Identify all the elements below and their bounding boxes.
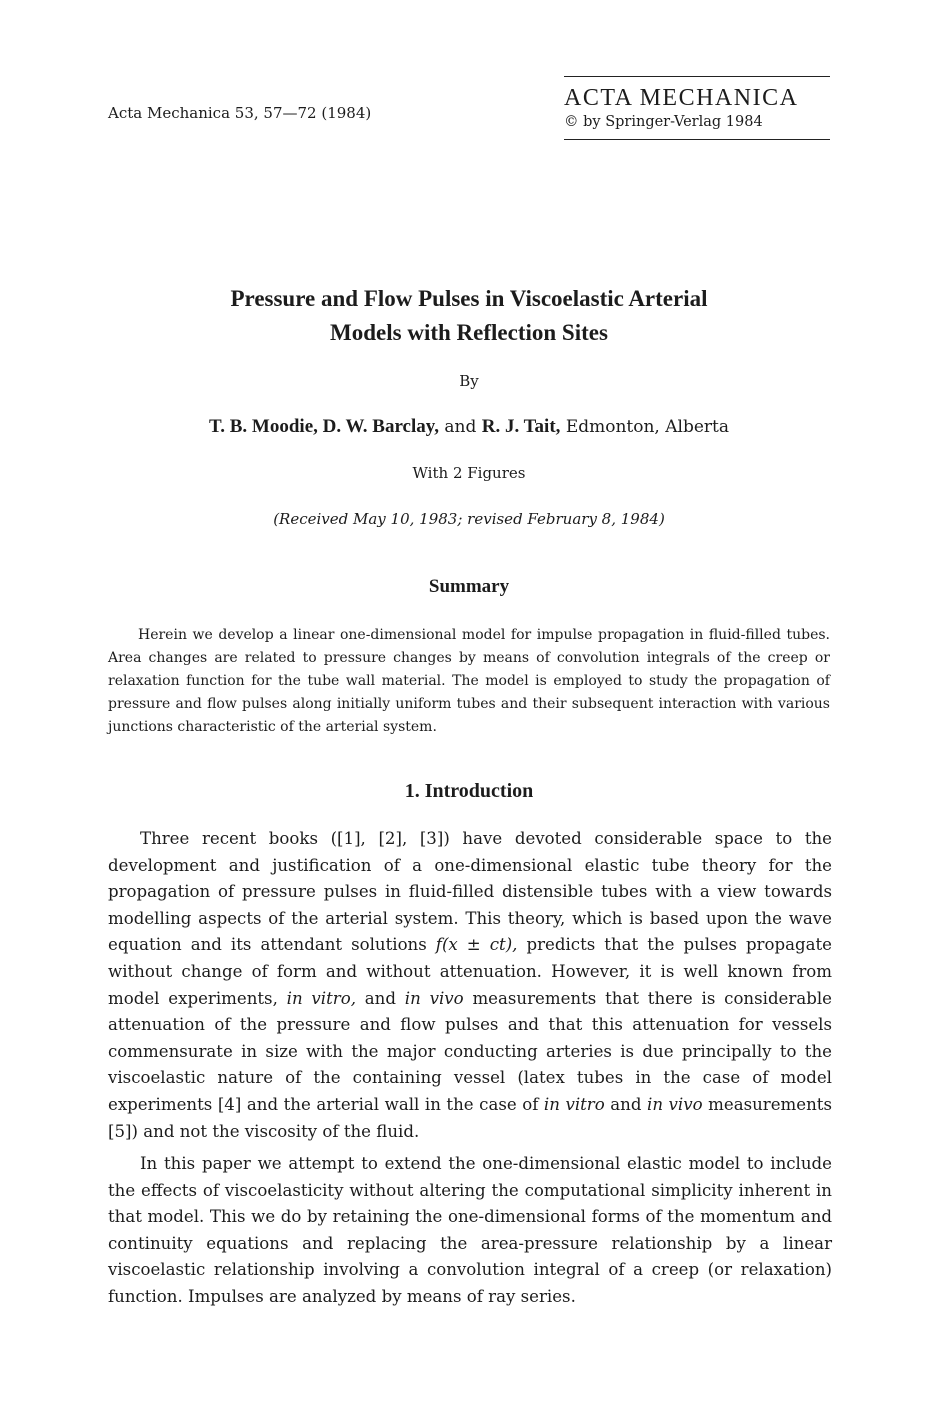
title-line-2: Models with Reflection Sites [330,320,608,345]
p1-part-b: predicts that the pulses propagate without change of form and without attenuation. However, it is well known from model experiments, [108,935,833,1008]
author-last: R. J. Tait, [481,416,561,437]
summary-heading: Summary [428,576,510,597]
masthead-top-rule [564,76,830,77]
authors-and: and [438,417,482,437]
summary-text: Herein we develop a linear one-dimensional model for impulse propagation in fluid-filled tubes. Area changes are related to pressure changes by means of convolution integrals of the creep or relaxation function for the tube wall material. The model is employed to study the propagation of pressure and flow pulses along initially uniform tubes and their subsequent interaction with various junctions characteristic of the arterial system. [108,627,830,735]
p1-part-c: and [355,988,405,1008]
p1-part-e: and [604,1094,648,1114]
author-line [108,416,830,438]
by-line: By [459,372,479,390]
journal-masthead [564,76,830,140]
author-location: Edmonton, Alberta [560,417,729,437]
authors-bold: T. B. Moodie, D. W. Barclay, [209,416,439,437]
figure-count: With 2 Figures [412,464,526,482]
p1-formula: f(x ± ct), [435,935,518,955]
introduction-heading: 1. Introduction [404,780,534,802]
masthead-bottom-rule [564,139,830,140]
p1-part-f: measurements [5]) and not the viscosity of the fluid. [108,1094,832,1141]
p1-part-a: Three recent books ([1], [2], [3]) have devoted considerable space to the development and justification of a one-dimensional elastic tube theory for the propagation of pressure pulses in fluid-filled distensible tubes with a view towards modelling aspects of the arterial system. This theory, which is based upon the wave equation and its attendant solutions [108,829,832,955]
article-title [108,282,830,350]
p1-in-vivo-2: in vivo [647,1094,703,1114]
journal-reference: Acta Mechanica 53, 57—72 (1984) [108,104,372,122]
received-dates: (Received May 10, 1983; revised February 8, 1984) [273,510,665,528]
journal-name: ACTA MECHANICA [564,85,799,111]
introduction-paragraph-2: In this paper we attempt to extend the one-dimensional elastic model to include the effects of viscoelasticity without altering the computational simplicity inherent in that model. This we do by retaining the one-dimensional forms of the momentum and continuity equations and replacing the area-pressure relationship by a linear viscoelastic relationship involving a convolution integral of a creep (or relaxation) function. Impulses are analyzed by means of ray series. [108,1154,832,1306]
p1-part-d: measurements that there is considerable attenuation of the pressure and flow pulses and that this attenuation for vessels commensurate in size with the major conducting arteries is due principally to the viscoelastic nature of the containing vessel (latex tubes in the case of model experiments [4] and the arterial wall in the case of [108,988,832,1114]
copyright-notice: © by Springer-Verlag 1984 [564,114,763,130]
p1-in-vitro-1: in vitro, [286,988,356,1008]
introduction-paragraph-1 [108,826,832,1145]
title-line-1: Pressure and Flow Pulses in Viscoelastic Arterial [230,286,708,311]
p1-in-vitro-2: in vitro [543,1094,605,1114]
p1-in-vivo-1: in vivo [404,988,464,1008]
